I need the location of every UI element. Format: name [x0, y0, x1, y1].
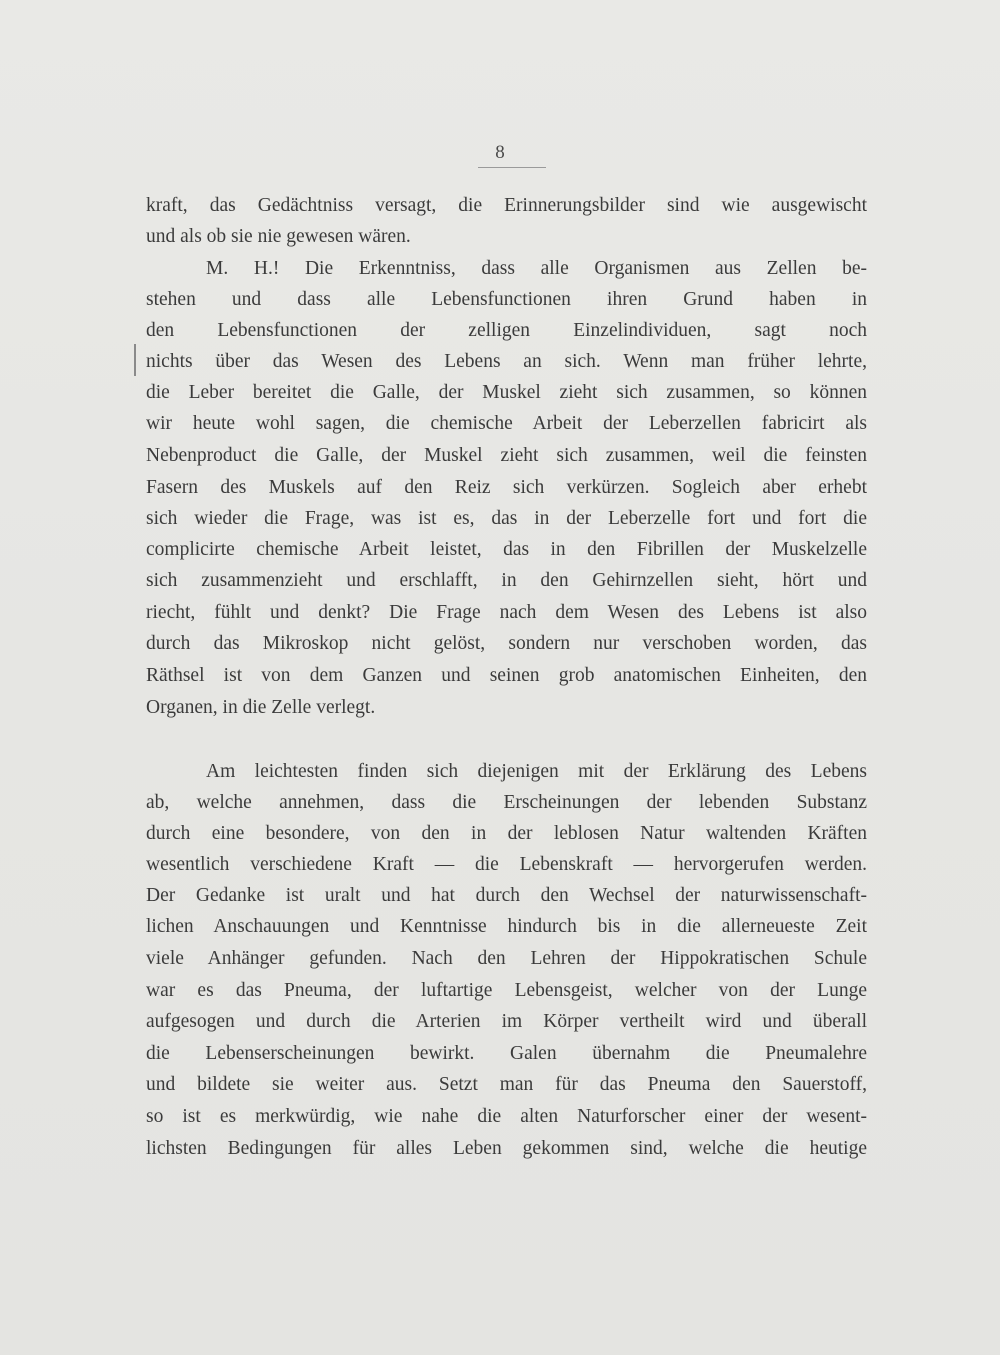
text-line: Am leichtesten finden sich diejenigen mit der Erklärung des Lebens: [206, 761, 867, 782]
text-line: die Lebenserscheinungen bewirkt. Galen übernahm die Pneumalehre: [146, 1043, 867, 1064]
text-line: M. H.! Die Erkenntniss, dass alle Organismen aus Zellen be-: [206, 258, 867, 279]
text-line: lichsten Bedingungen für alles Leben gekommen sind, welche die heutige: [146, 1138, 867, 1159]
text-line: lichen Anschauungen und Kenntnisse hindurch bis in die allerneueste Zeit: [146, 916, 867, 937]
page-number: 8: [495, 142, 505, 163]
text-line: Der Gedanke ist uralt und hat durch den Wechsel der naturwissenschaft-: [146, 885, 867, 906]
text-line: durch eine besondere, von den in der leblosen Natur waltenden Kräften: [146, 823, 867, 844]
text-line: durch das Mikroskop nicht gelöst, sondern nur verschoben worden, das: [146, 633, 867, 654]
text-line: aufgesogen und durch die Arterien im Körper vertheilt wird und überall: [146, 1011, 867, 1032]
text-line: und bildete sie weiter aus. Setzt man für das Pneuma den Sauerstoff,: [146, 1074, 867, 1095]
text-line: nichts über das Wesen des Lebens an sich. Wenn man früher lehrte,: [146, 351, 867, 372]
text-line: Nebenproduct die Galle, der Muskel zieht sich zusammen, weil die feinsten: [146, 445, 867, 466]
margin-mark: [134, 344, 136, 376]
page-number-rule: [478, 167, 546, 168]
text-line: den Lebensfunctionen der zelligen Einzelindividuen, sagt noch: [146, 320, 867, 341]
text-line: und als ob sie nie gewesen wären.: [146, 226, 411, 247]
text-line: riecht, fühlt und denkt? Die Frage nach dem Wesen des Lebens ist also: [146, 602, 867, 623]
text-line: kraft, das Gedächtniss versagt, die Erinnerungsbilder sind wie ausgewischt: [146, 195, 867, 216]
text-line: wesentlich verschiedene Kraft — die Lebenskraft — hervorgerufen werden.: [146, 854, 867, 875]
text-line: so ist es merkwürdig, wie nahe die alten Naturforscher einer der wesent-: [146, 1106, 867, 1127]
text-line: Fasern des Muskels auf den Reiz sich verkürzen. Sogleich aber erhebt: [146, 477, 867, 498]
text-line: viele Anhänger gefunden. Nach den Lehren der Hippokratischen Schule: [146, 948, 867, 969]
text-line: complicirte chemische Arbeit leistet, das in den Fibrillen der Muskelzelle: [146, 539, 867, 560]
text-line: Räthsel ist von dem Ganzen und seinen grob anatomischen Einheiten, den: [146, 665, 867, 686]
text-line: stehen und dass alle Lebensfunctionen ihren Grund haben in: [146, 289, 867, 310]
text-line: war es das Pneuma, der luftartige Lebensgeist, welcher von der Lunge: [146, 980, 867, 1001]
text-line: Organen, in die Zelle verlegt.: [146, 697, 376, 718]
text-line: wir heute wohl sagen, die chemische Arbeit der Leberzellen fabricirt als: [146, 413, 867, 434]
text-line: die Leber bereitet die Galle, der Muskel zieht sich zusammen, so können: [146, 382, 867, 403]
text-line: sich zusammenzieht und erschlafft, in den Gehirnzellen sieht, hört und: [146, 570, 867, 591]
text-line: ab, welche annehmen, dass die Erscheinungen der lebenden Substanz: [146, 792, 867, 813]
text-line: sich wieder die Frage, was ist es, das in der Leberzelle fort und fort die: [146, 508, 867, 529]
